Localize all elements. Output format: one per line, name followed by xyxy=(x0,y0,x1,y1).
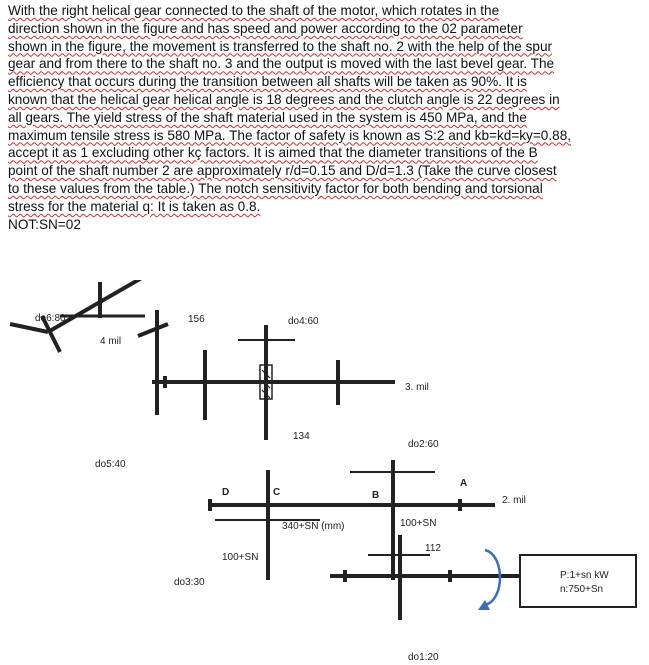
label-do4: do4:60 xyxy=(288,316,319,327)
label-do5: do5:40 xyxy=(95,459,126,470)
label-do2: do2:60 xyxy=(408,439,439,450)
problem-line: direction shown in the figure and has speed and power according to the 02 parameter xyxy=(8,20,523,36)
label-134: 134 xyxy=(293,431,310,442)
label-156: 156 xyxy=(188,314,205,325)
label-point-a: A xyxy=(460,478,468,489)
rotation-arrow-icon xyxy=(478,550,500,610)
label-point-d: D xyxy=(222,487,230,498)
label-point-c: C xyxy=(273,487,281,498)
label-3-mil: 3. mil xyxy=(405,382,429,393)
label-100-b: 100+SN xyxy=(400,518,437,529)
problem-line: all gears. The yield stress of the shaft material used in the system is 450 MPa, and the xyxy=(8,109,527,125)
problem-line: efficiency that occurs during the transition between all shafts will be taken as 90%. It is xyxy=(8,74,527,90)
problem-line: accept it as 1 excluding other kç factors. It is aimed that the diameter transitions of the B xyxy=(8,145,538,161)
problem-line: gear and from there to the shaft no. 3 and the output is moved with the last bevel gear. The xyxy=(8,56,555,72)
problem-note: NOT:SN=02 xyxy=(8,216,81,232)
label-100-a: 100+SN xyxy=(222,552,259,563)
label-power: P:1+sn kW xyxy=(560,570,609,581)
problem-line: point of the shaft number 2 are approximately r/d=0.15 and D/d=1.3 (Take the curve closest xyxy=(8,163,557,179)
label-speed: n:750+Sn xyxy=(560,584,604,595)
problem-line: to these values from the table.) The notch sensitivity factor for both bending and torsional xyxy=(8,180,543,196)
problem-line: With the right helical gear connected to the shaft of the motor, which rotates in the xyxy=(8,3,500,18)
label-do1: do1:20 xyxy=(408,652,439,663)
label-112: 112 xyxy=(425,543,441,554)
label-do3: do3:30 xyxy=(174,577,205,588)
shaft-4 xyxy=(10,280,168,352)
problem-line: maximum tensile stress is 580 MPa. The factor of safety is known as S:2 and kb=kd=ky=0.88, xyxy=(8,127,572,143)
label-2-mil: 2. mil xyxy=(502,495,526,506)
problem-statement xyxy=(8,2,640,233)
label-340: 340+SN (mm) xyxy=(282,521,345,532)
label-point-b: B xyxy=(372,490,380,501)
problem-line: stress for the material q: It is taken as 0.8. xyxy=(8,198,261,214)
label-4-mil: 4 mil xyxy=(100,336,122,347)
shaft-2 xyxy=(210,499,495,511)
motor-box xyxy=(480,555,636,607)
shaft-3 xyxy=(152,374,395,390)
label-do6: do6:80 xyxy=(35,313,66,324)
problem-line: known that the helical gear helical angle is 18 degrees and the clutch angle is 22 degrees in xyxy=(8,91,560,107)
problem-line: shown in the figure, the movement is transferred to the shaft no. 2 with the help of the spur xyxy=(8,38,553,54)
shaft-1 xyxy=(330,535,480,620)
gear-train-diagram xyxy=(0,280,649,665)
